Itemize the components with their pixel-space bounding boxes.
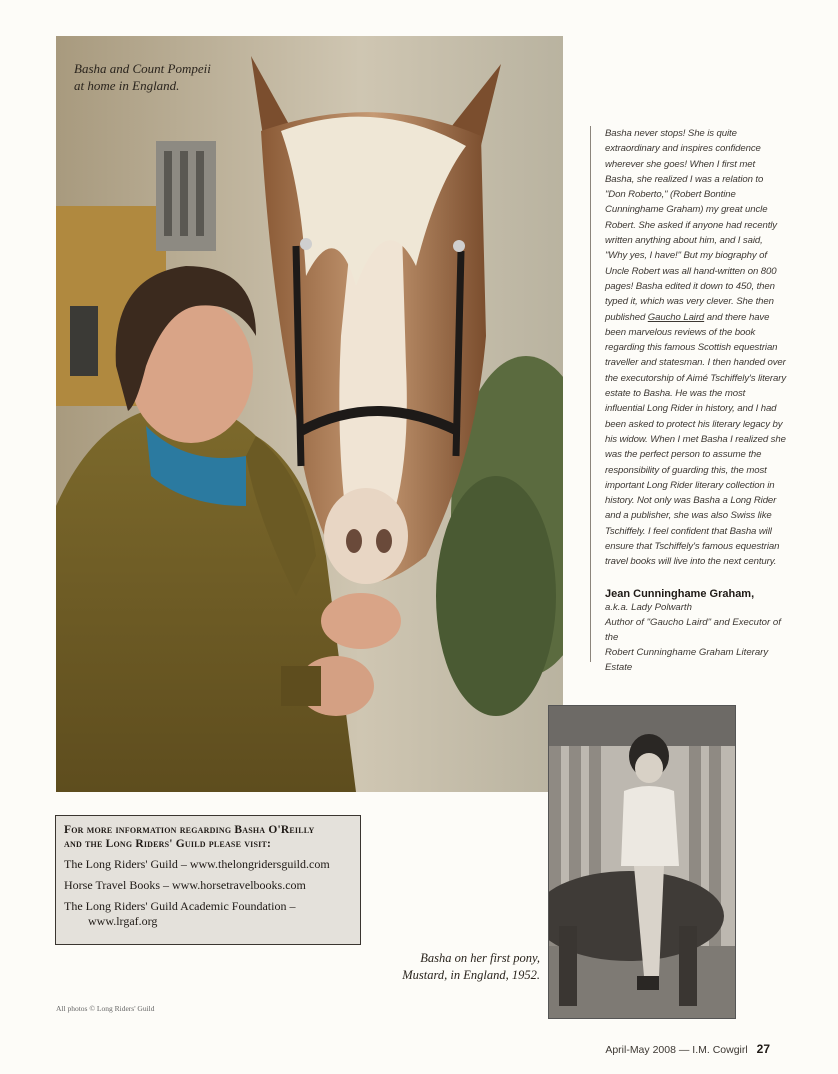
info-heading-line-1: For more information regarding Basha O'Reilly	[64, 824, 315, 836]
main-photo	[56, 36, 563, 792]
info-link-academic-foundation: The Long Riders' Guild Academic Foundation –	[64, 899, 296, 913]
info-link-long-riders-guild: The Long Riders' Guild – www.thelongridersguild.com	[64, 857, 330, 871]
quote-author-role-line-1: Author of "Gaucho Laird" and Executor of the	[605, 616, 781, 643]
footer-separator: —	[678, 1044, 690, 1056]
quote-text-part-2: and there have been marvelous reviews of the book regarding this famous Scottish equestrian traveller and statesman. I then handed over the executorship of Aimé Tschiffely's literary estate to Basha. He was the most influential Long Rider in history, and I had been asked to protect his literary legacy by his widow. When I met Basha I realized she was the perfect person to assume the responsibility of guarding this, the most important Long Rider literary collection in history. Not only was Basha a Long Rider and a publisher, she was also Swiss like Tschiffely. I feel confident that Basha will ensure that Tschiffely's famous equestrian travel books will live into the next century.	[605, 311, 787, 568]
footer-magazine: I.M. Cowgirl	[692, 1044, 748, 1056]
pony-caption-line-2: Mustard, in England, 1952.	[402, 968, 540, 982]
more-info-box	[55, 815, 361, 945]
pony-caption-line-1: Basha on her first pony,	[420, 951, 540, 965]
quote-book-title: Gaucho Laird	[647, 311, 705, 323]
info-link-horse-travel-books: Horse Travel Books – www.horsetravelbooks.com	[64, 878, 306, 892]
quote-author-role-line-2: Robert Cunninghame Graham Literary Estate	[605, 646, 769, 673]
page-footer	[605, 1042, 770, 1056]
main-photo-caption: Basha and Count Pompeii at home in England.	[74, 61, 211, 93]
info-link-academic-foundation-url: www.lrgaf.org	[88, 914, 158, 928]
pony-photo-caption	[380, 950, 540, 984]
footer-issue: April-May 2008	[605, 1044, 676, 1056]
quote-text-part-1: Basha never stops! She is quite extraordinary and inspires confidence wherever she goes! When I first met Basha, she realized I was a relation to "Don Roberto," (Robert Bontine Cunninghame Graham) my great uncle Robert. She asked if anyone had recently written anything about him, and I said, "Why yes, I have!" But my biography of Uncle Robert was all hand-written on 800 pages! Basha edited it down to 450, then typed it, which was very clever. She then published	[605, 128, 777, 323]
woman-and-horse-illustration	[56, 36, 563, 792]
quote-body	[605, 126, 786, 570]
info-heading-line-2: and the Long Riders' Guild please visit:	[64, 838, 272, 850]
quote-author-name: Jean Cunninghame Graham,	[605, 587, 755, 600]
pony-photo	[548, 705, 736, 1019]
photo-credit: All photos © Long Riders' Guild	[56, 1004, 155, 1013]
quote-author-aka: a.k.a. Lady Polwarth	[605, 601, 692, 613]
page-number: 27	[756, 1042, 770, 1056]
girl-on-pony-illustration	[549, 706, 735, 1018]
testimonial-quote	[590, 126, 787, 673]
